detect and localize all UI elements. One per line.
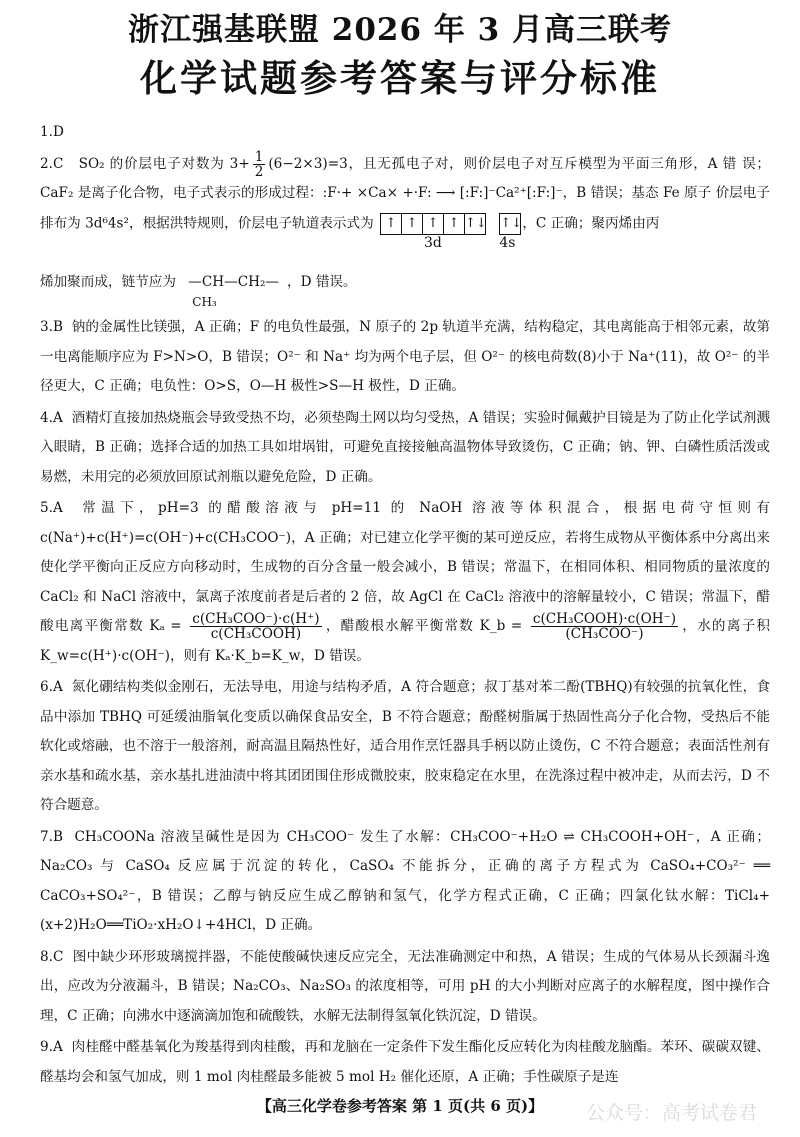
ka-fraction: $\frac{\text{c(CH₃COO⁻)·c(H⁺)}}{\text{c(CH₃COOH)}}$ <box>192 611 320 643</box>
answer-label: 2.C <box>40 155 64 172</box>
page-title: 浙江强基联盟 2026 年 3 月高三联考 <box>127 12 673 48</box>
answer-label: 9.A <box>40 1039 63 1056</box>
answer-8: 8.C 图中缺少环形玻璃搅拌器，不能使酸碱快速反应完全，无法准确测定中和热，A 错误；生成的气体易从长颈漏斗逸出，应改为分液漏斗，B 错误；Na₂CO₃、Na₂SO₃ 的浓度相等，可用 pH 的大小判断对应离子的水解程度，图中操作合理，C 正确；向沸水中逐滴滴加饱和硫酸铁，水解无法制得氢氧化铁沉淀，D 错误。 <box>40 948 770 1024</box>
answer-label: 4.A <box>40 409 63 426</box>
answer-4: 4.A 酒精灯直接加热烧瓶会导致受热不均，必须垫陶土网以均匀受热，A 错误；实验时佩戴护目镜是为了防止化学试剂溅入眼睛，B 正确；选择合适的加热工具如坩埚钳，可避免直接接触高温物体导致烫伤，C 正确；钠、钾、白磷性质活泼或易燃，未用完的必须放回原试剂瓶以避免危险，D 正确。 <box>40 409 770 485</box>
kb-fraction: $\frac{\text{c(CH₃COOH)·c(OH⁻)}}{\text{(CH₃COO⁻)}}$ <box>532 611 677 643</box>
answer-9: 9.A 肉桂醛中醛基氧化为羧基得到肉桂酸，再和龙脑在一定条件下发生酯化反应转化为肉桂酸龙脑酯。苯环、碳碳双键、醛基均会和氢气加成，则 1 mol 肉桂醛最多能被 5 mol H₂ 催化还原，A 正确；手性碳原子是连 <box>40 1039 770 1085</box>
answer-label: 5.A <box>40 500 63 517</box>
answer-3: 3.B 钠的金属性比镁强，A 正确；F 的电负性最强，N 原子的 2p 轨道半充满，结构稳定，其电离能高于相邻元素，故第一电离能顺序应为 F>N>O，B 错误；O²⁻ 和 Na⁺ 均为两个电子层，但 O²⁻ 的核电荷数(8)小于 Na⁺(11)，故 O²⁻ 的半径更大，C 正确；电负性：O>S，O—H 极性>S—H 极性，D 正确。 <box>40 319 770 395</box>
page-footer: 【高三化学卷参考答案 第 1 页(共 6 页)】 <box>256 1097 544 1115</box>
answer-label: 8.C <box>40 948 64 965</box>
answer-5: 5.A 常温下，pH=3 的醋酸溶液与 pH=11 的 NaOH 溶液等体积混合，根据电荷守恒则有 c(Na⁺)+c(H⁺)=c(OH⁻)+c(CH₃COO⁻)，A 正确；对已建立化学平衡的某可逆反应，若将生成物从平衡体系中分离出来使化学平衡向正反应方向移动时，生成物的百分含量一般会减小，B 错误；常温下，在相同体积、相同物质的量浓度的 CaCl₂ 和 NaCl 溶液中，氯离子浓度前者是后者的 2 倍，故 AgCl 在 CaCl₂ 溶液中的溶解量较小，C 错误；常温下，醋酸电离平衡常数 Kₐ = $\frac{\text{c(CH₃COO⁻)·c(H⁺)}}{\text{c(CH₃COOH)}}$ ，醋酸根水解平衡常数 K_b = $\frac{\text{c(CH₃COOH)·c(OH⁻)}}{\text{(CH₃COO⁻)}}$ ，水的离子积 K_w=c(H⁺)·c(OH⁻)，则有 Kₐ·K_b=K_w，D 错误。 <box>40 500 771 664</box>
orbital-4s-label: 4s <box>499 234 516 251</box>
answer-label: 7.B <box>40 828 63 845</box>
orbital-3d-label: 3d <box>424 234 442 251</box>
answer-label: 3.B <box>40 319 63 336</box>
orbital-4s: ↑↓ 4s <box>499 209 520 239</box>
answer-2: 2.C SO₂ 的价层电子对数为 3+ $\frac{1}{2}$ (6−2×3)=3，且无孤电子对，则价层电子对互斥模型为平面三角形，A 错 误；CaF₂ 是离子化合物，电子式表示的形成过程：:F·+ ×Ca× +·F: ⟶ [:F:]⁻Ca²⁺[:F:]⁻，B 错误；基态 Fe 原子 价层电子排布为 3d⁶4s²，根据洪特规则，价层电子轨道表示式为 ↑ ↑ ↑ ↑ ↑↓ 3d ↑↓ 4s ，C 正确；聚丙烯由丙 烯加聚而成，链节应为 —CH—CH₂— CH₃ ，D 错误。 <box>40 148 770 309</box>
answer-label: 6.A <box>40 679 63 696</box>
fraction: $\frac{1}{2}$ <box>254 148 264 180</box>
answer-label: 1.D <box>40 124 64 140</box>
answer-content <box>40 118 770 1094</box>
answer-6: 6.A 氮化硼结构类似金刚石，无法导电，用途与结构矛盾，A 符合题意；叔丁基对苯二酚(TBHQ)有较强的抗氧化性，食品中添加 TBHQ 可延缓油脂氧化变质以确保食品安全，B 不符合题意；酚醛树脂属于热固性高分子化合物，受热后不能软化或熔融，也不溶于一般溶剂，耐高温且隔热性好，适合用作烹饪器具手柄以防止烫伤，C 不符合题意；表面活性剂有亲水基和疏水基，亲水基扎进油渍中将其团团围住形成微胶束，胶束稳定在水里，在洗涤过程中被冲走，从而去污，D 不符合题意。 <box>40 679 770 814</box>
watermark: 公众号：高考试卷君 <box>586 1102 758 1124</box>
orbital-3d: ↑ ↑ ↑ ↑ ↑↓ 3d <box>380 209 485 239</box>
answer-1 <box>40 118 770 148</box>
page-subtitle: 化学试题参考答案与评分标准 <box>140 56 660 100</box>
answer-7: 7.B CH₃COONa 溶液呈碱性是因为 CH₃COO⁻ 发生了水解：CH₃COO⁻+H₂O ⇌ CH₃COOH+OH⁻，A 正确；Na₂CO₃ 与 CaSO₄ 反应属于沉淀的转化，CaSO₄ 不能拆分，正确的离子方程式为 CaSO₄+CO₃²⁻ ══ CaCO₃+SO₄²⁻，B 错误；乙醇与钠反应生成乙醇钠和氢气，化学方程式正确，C 正确；四氯化钛水解：TiCl₄+(x+2)H₂O══TiO₂·xH₂O↓+4HCl，D 正确。 <box>40 828 770 934</box>
polymer-chain: —CH—CH₂— CH₃ <box>188 273 280 309</box>
